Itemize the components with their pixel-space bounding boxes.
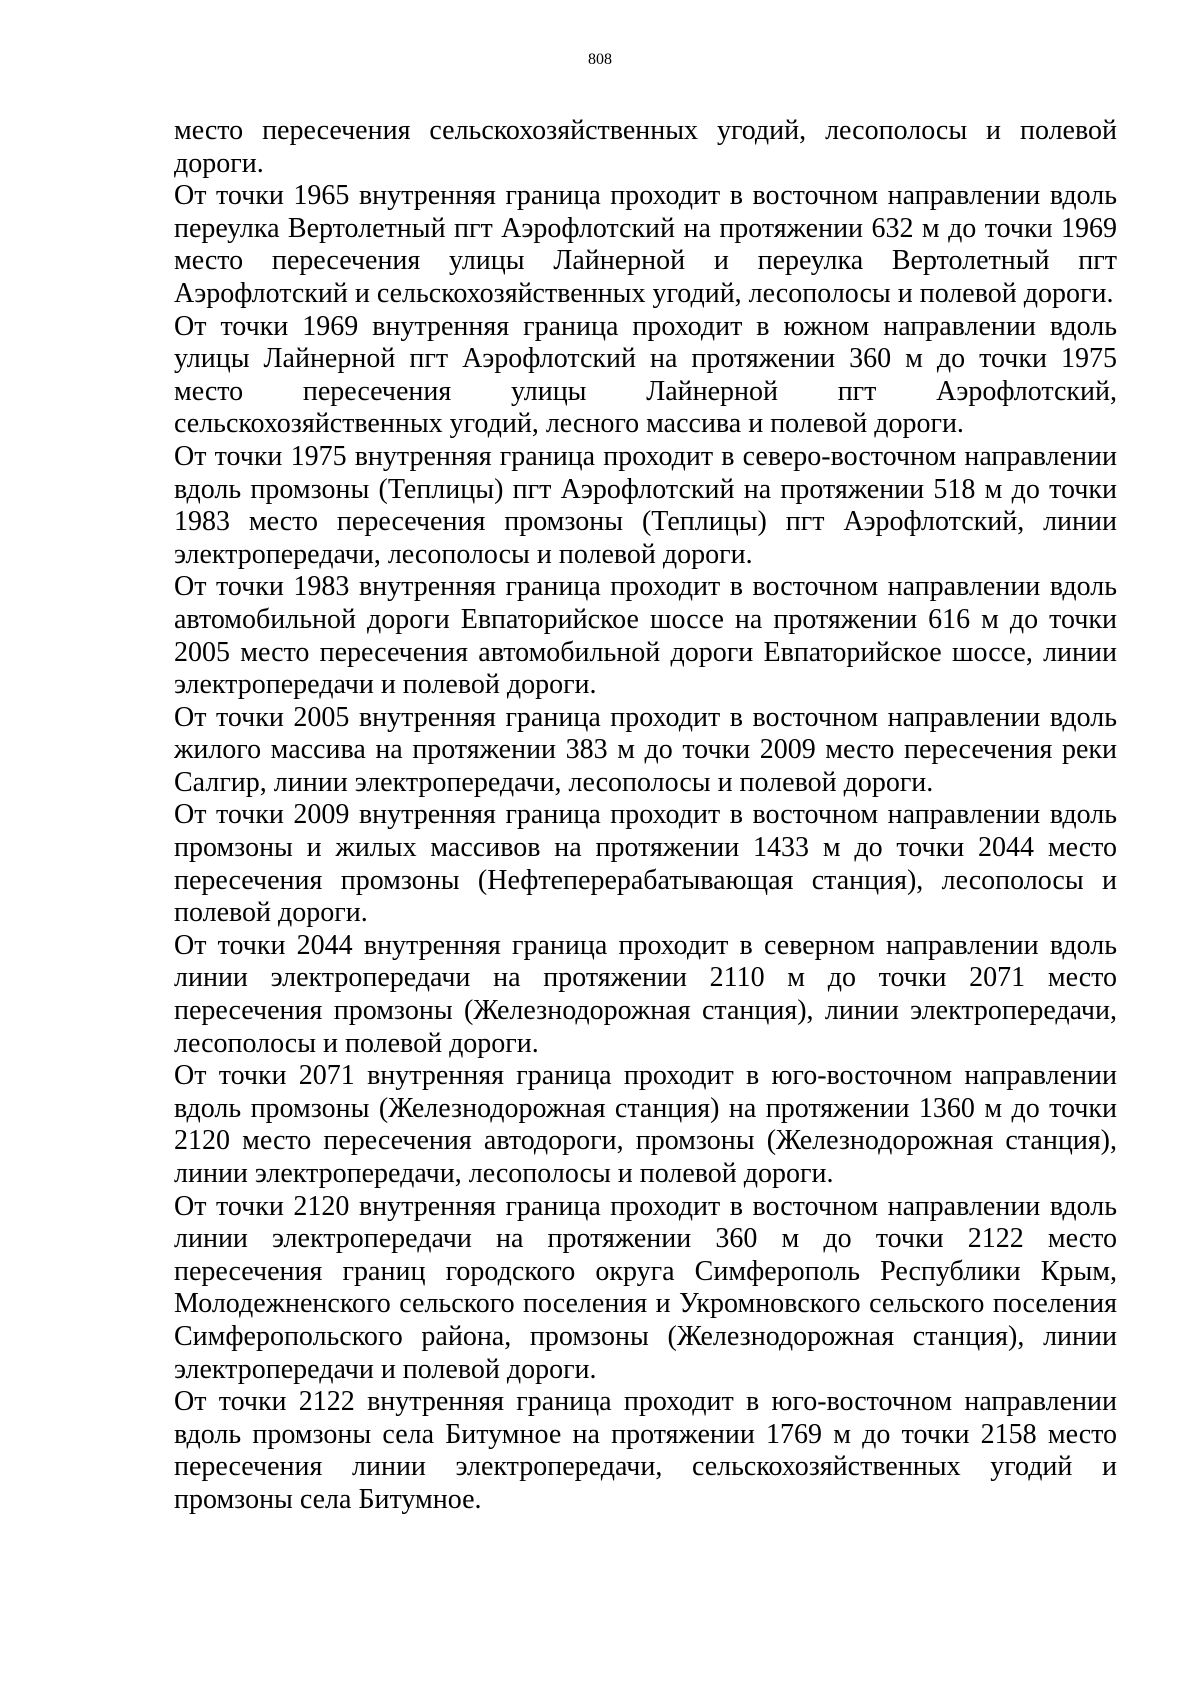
- paragraph: От точки 2122 внутренняя граница проходит в юго-восточном направлении вдоль промзоны села Битумное на протяжении 1769 м до точки 2158 место пересечения линии электропередачи, сельскохозяйственных угодий и промзоны села Битумное.: [174, 1386, 1117, 1515]
- paragraph: место пересечения сельскохозяйственных угодий, лесополосы и полевой дороги.: [174, 115, 1117, 179]
- paragraph: От точки 2071 внутренняя граница проходит в юго-восточном направлении вдоль промзоны (Железнодорожная станция) на протяжении 1360 м до точки 2120 место пересечения автодороги, промзоны (Железнодорожная станция), линии электропередачи, лесополосы и полевой дороги.: [174, 1060, 1117, 1189]
- paragraph: От точки 1965 внутренняя граница проходит в восточном направлении вдоль переулка Вертолетный пгт Аэрофлотский на протяжении 632 м до точки 1969 место пересечения улицы Лайнерной и переулка Вертолетный пгт Аэрофлотский и сельскохозяйственных угодий, лесополосы и полевой дороги.: [174, 180, 1117, 309]
- paragraph: От точки 2120 внутренняя граница проходит в восточном направлении вдоль линии электропередачи на протяжении 360 м до точки 2122 место пересечения границ городского округа Симферополь Республики Крым, Молодежненского сельского поселения и Укромновского сельского поселения Симферопольского района, промзоны (Железнодорожная станция), линии электропередачи и полевой дороги.: [174, 1190, 1117, 1385]
- document-body: [174, 115, 1117, 1517]
- paragraph: От точки 1975 внутренняя граница проходит в северо-восточном направлении вдоль промзоны (Теплицы) пгт Аэрофлотский на протяжении 518 м до точки 1983 место пересечения промзоны (Теплицы) пгт Аэрофлотский, линии электропередачи, лесополосы и полевой дороги.: [174, 440, 1117, 570]
- page-number: 808: [588, 51, 612, 68]
- paragraph: От точки 1983 внутренняя граница проходит в восточном направлении вдоль автомобильной дороги Евпаторийское шоссе на протяжении 616 м до точки 2005 место пересечения автомобильной дороги Евпаторийское шоссе, линии электропередачи и полевой дороги.: [174, 571, 1117, 701]
- paragraph: От точки 2005 внутренняя граница проходит в восточном направлении вдоль жилого массива на протяжении 383 м до точки 2009 место пересечения реки Салгир, линии электропередачи, лесополосы и полевой дороги.: [174, 701, 1117, 798]
- paragraph: От точки 2009 внутренняя граница проходит в восточном направлении вдоль промзоны и жилых массивов на протяжении 1433 м до точки 2044 место пересечения промзоны (Нефтеперерабатывающая станция), лесополосы и полевой дороги.: [174, 799, 1117, 929]
- paragraph: От точки 1969 внутренняя граница проходит в южном направлении вдоль улицы Лайнерной пгт Аэрофлотский на протяжении 360 м до точки 1975 место пересечения улицы Лайнерной пгт Аэрофлотский, сельскохозяйственных угодий, лесного массива и полевой дороги.: [174, 310, 1117, 440]
- paragraph: От точки 2044 внутренняя граница проходит в северном направлении вдоль линии электропередачи на протяжении 2110 м до точки 2071 место пересечения промзоны (Железнодорожная станция), линии электропередачи, лесополосы и полевой дороги.: [174, 929, 1117, 1059]
